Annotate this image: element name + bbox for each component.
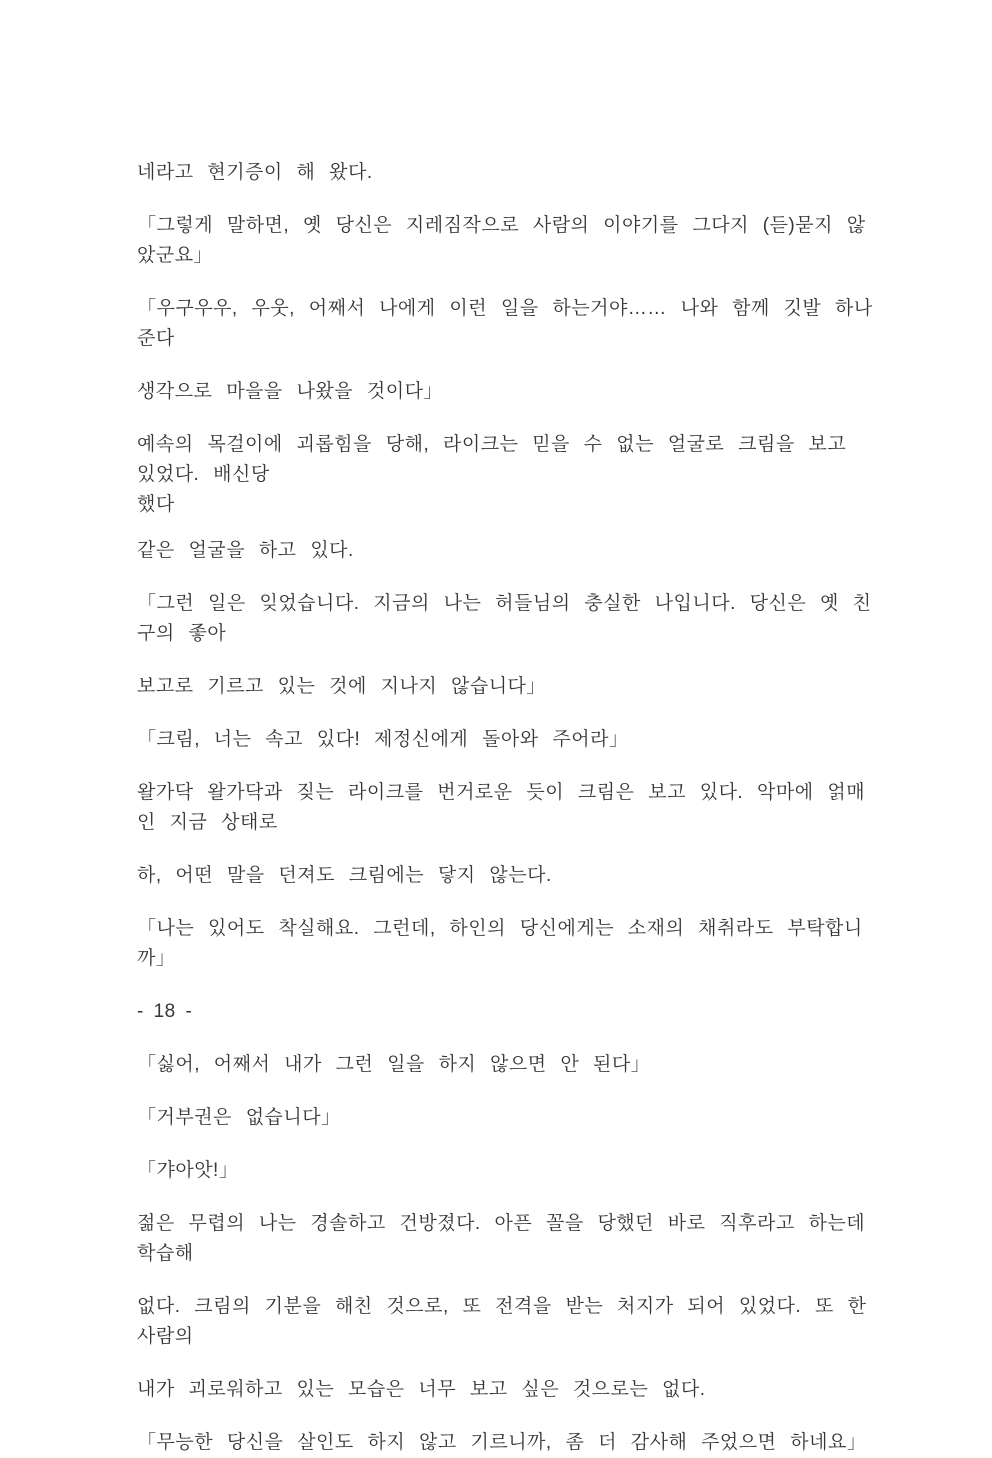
text-line-dialogue: 「우구우우, 우웃, 어째서 나에게 이런 일을 하는거야…… 나와 함께 깃발 하나 준다 — [137, 298, 873, 349]
text-line-wrap-continuation: 했다 — [137, 494, 175, 515]
text-line-dialogue-continuation: 생각으로 마을을 나왔을 것이다」 — [137, 381, 443, 402]
text-line-dialogue: 「크림, 너는 속고 있다! 제정신에게 돌아와 주어라」 — [137, 729, 629, 750]
text-line-dialogue: 「나는 있어도 착실해요. 그런데, 하인의 당신에게는 소재의 채취라도 부탁합니까」 — [137, 918, 863, 969]
text-line-dialogue: 「갸아앗!」 — [137, 1160, 239, 1181]
text-line: 네라고 현기증이 해 왔다. — [137, 162, 373, 183]
text-line: 예속의 목걸이에 괴롭힘을 당해, 라이크는 믿을 수 없는 얼굴로 크림을 보고 있었다. 배신당 — [137, 434, 847, 485]
page-number: - 18 - — [137, 1001, 193, 1022]
text-line: 내가 괴로워하고 있는 모습은 너무 보고 싶은 것으로는 없다. — [137, 1379, 706, 1400]
text-line-dialogue: 「그렇게 말하면, 옛 당신은 지레짐작으로 사람의 이야기를 그다지 (듣)묻지 않았군요」 — [137, 215, 866, 266]
text-line-dialogue: 「거부권은 없습니다」 — [137, 1107, 341, 1128]
text-line-dialogue-continuation: 보고로 기르고 있는 것에 지나지 않습니다」 — [137, 676, 546, 697]
text-line-dialogue: 「무능한 당신을 살인도 하지 않고 기르니까, 좀 더 감사해 주었으면 하네요」 — [137, 1432, 867, 1453]
text-line-dialogue: 「그런 일은 잊었습니다. 지금의 나는 허들님의 충실한 나입니다. 당신은 옛 친구의 좋아 — [137, 593, 872, 644]
text-line: 왈가닥 왈가닥과 짖는 라이크를 번거로운 듯이 크림은 보고 있다. 악마에 얽매인 지금 상태로 — [137, 782, 866, 833]
text-line: 같은 얼굴을 하고 있다. — [137, 540, 354, 561]
text-line: 하, 어떤 말을 던져도 크림에는 닿지 않는다. — [137, 865, 552, 886]
text-line: 없다. 크림의 기분을 해친 것으로, 또 전격을 받는 처지가 되어 있었다. 또 한사람의 — [137, 1296, 867, 1347]
text-line-dialogue: 「싫어, 어째서 내가 그런 일을 하지 않으면 안 된다」 — [137, 1054, 651, 1075]
text-line: 젊은 무렵의 나는 경솔하고 건방졌다. 아픈 꼴을 당했던 바로 직후라고 하는데 학습해 — [137, 1213, 866, 1264]
